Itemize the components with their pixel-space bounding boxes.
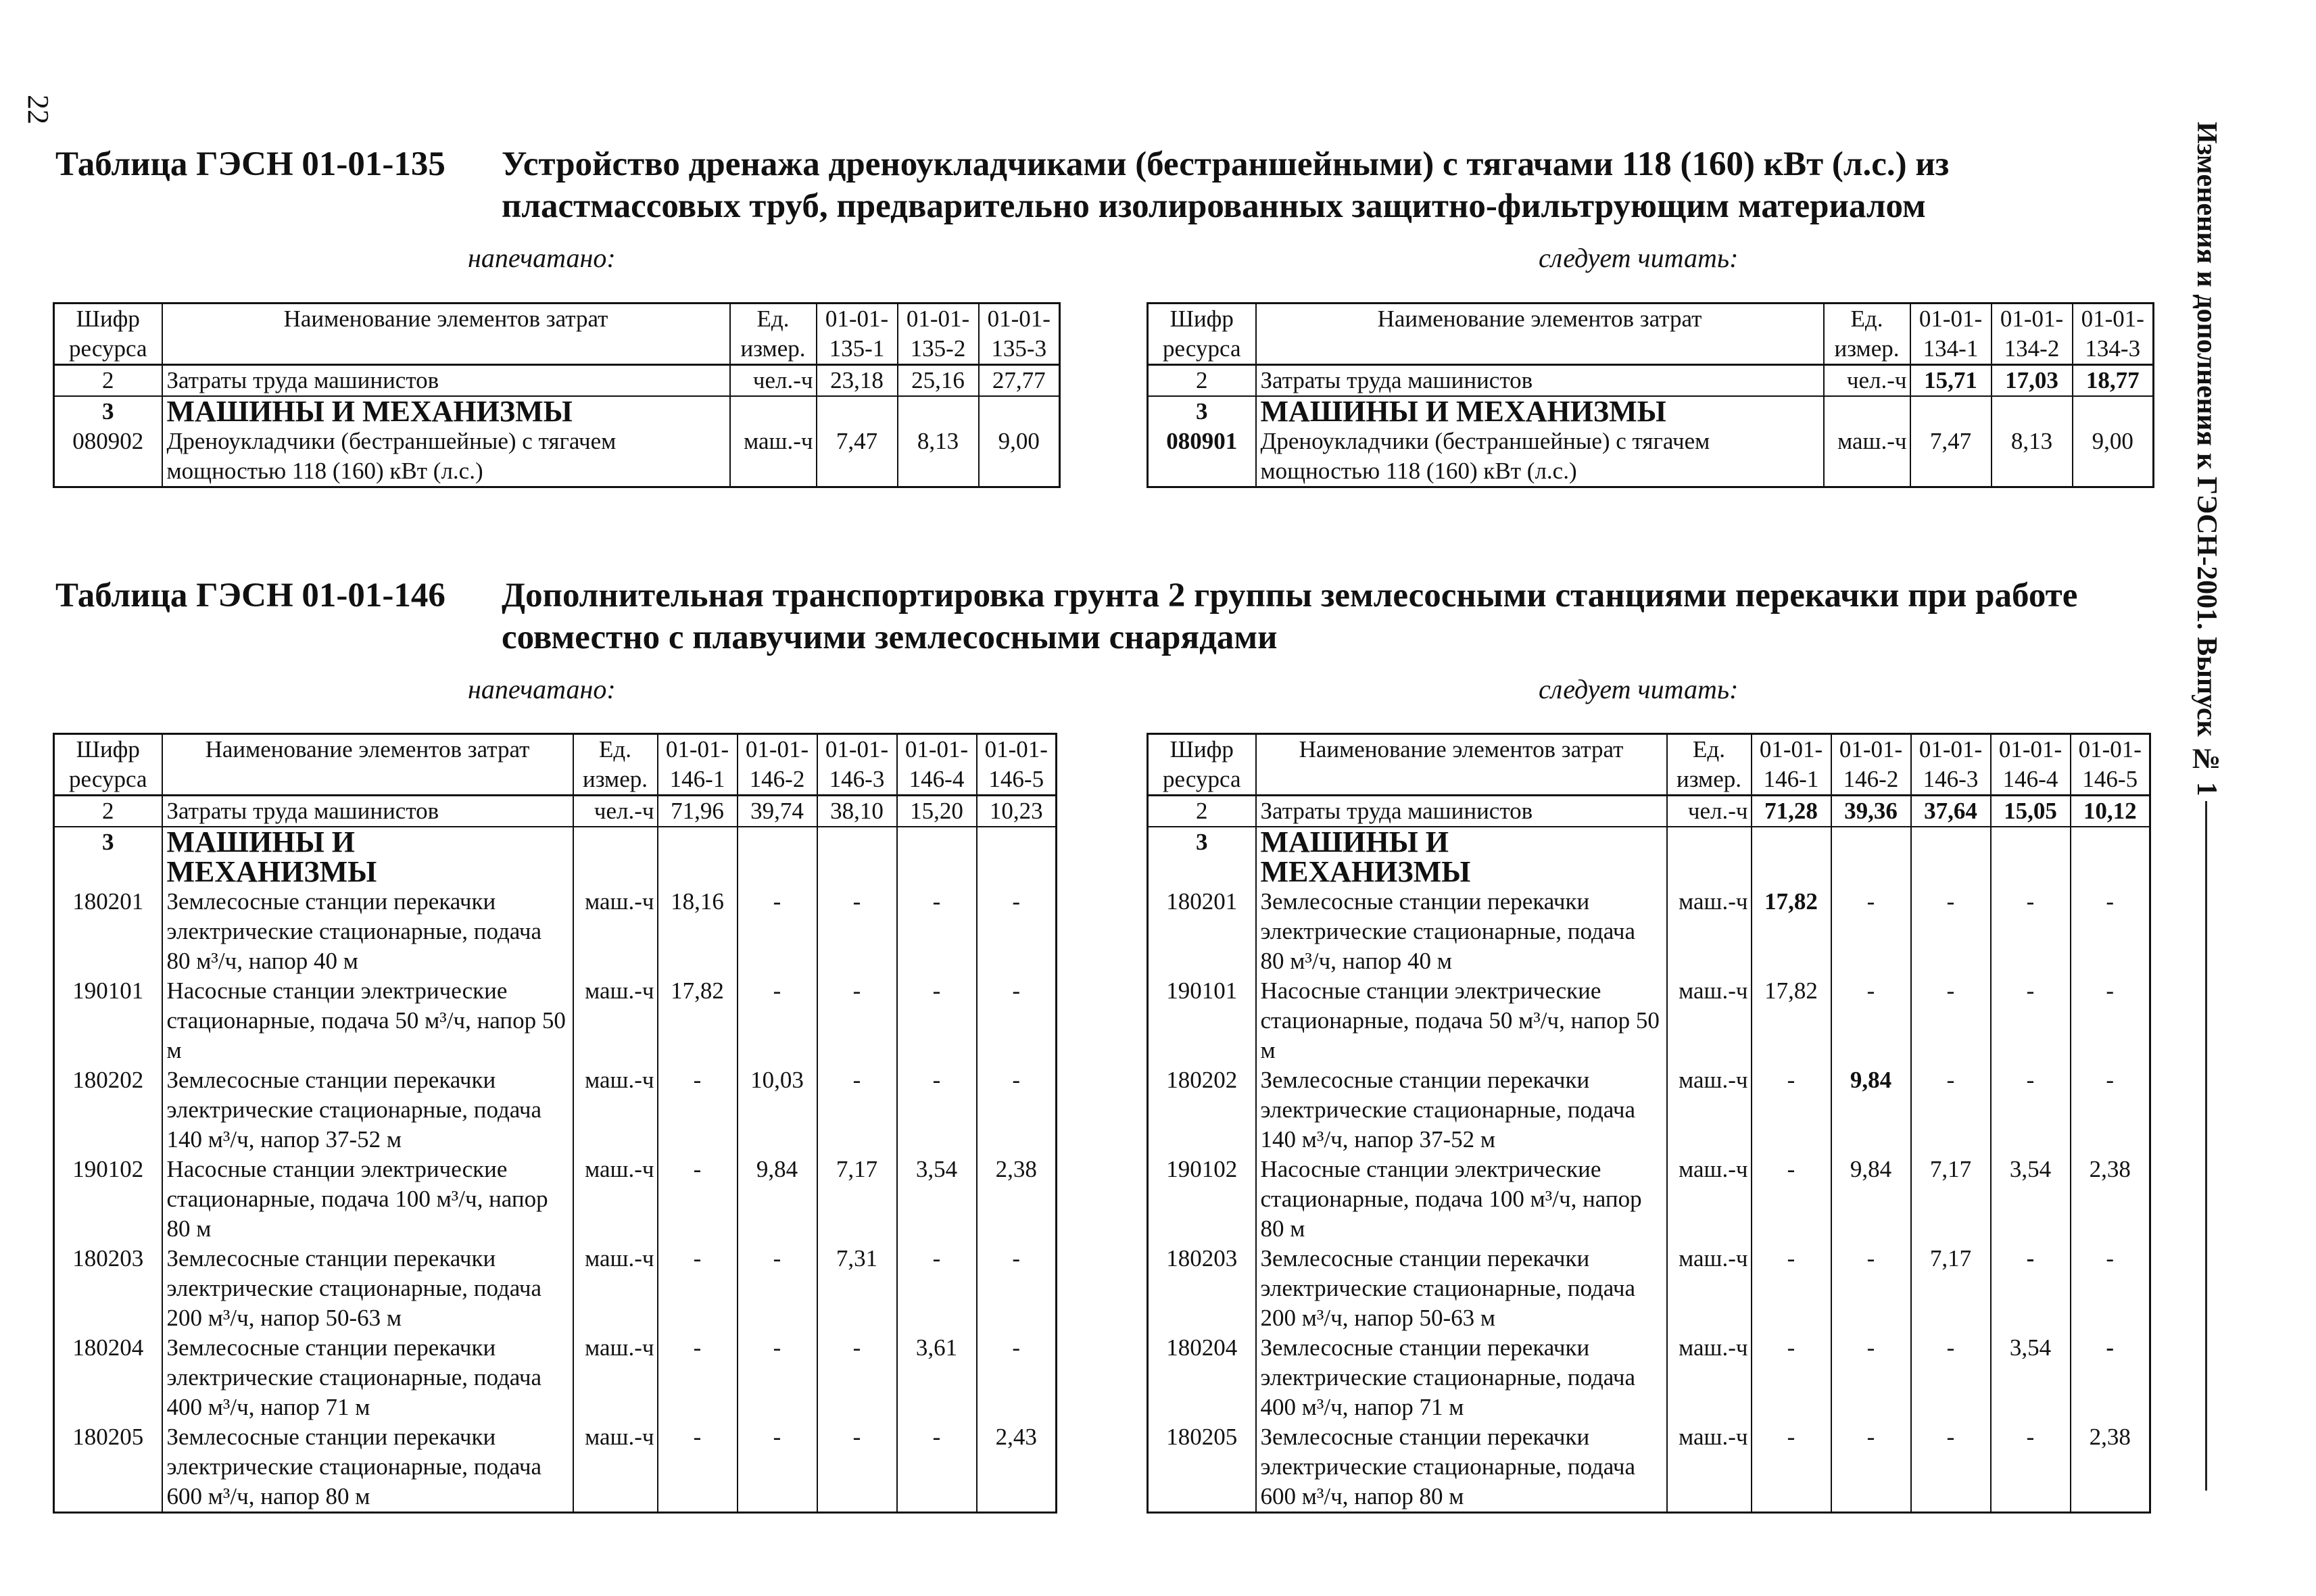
resource-value: 7,31 [817, 1244, 897, 1333]
table-135-title: Устройство дренажа дреноукладчиками (бестраншейными) с тягачами 118 (160) кВт (л.с.) из пластмассовых труб, предварительно изолированных защитно-фильтрующим материалом [502, 145, 1950, 225]
resource-code: 180204 [54, 1333, 162, 1422]
row-value: 10,12 [2071, 796, 2150, 827]
row-name: Затраты труда машинистов [162, 796, 573, 827]
resource-unit: маш.-ч [573, 1333, 658, 1422]
empty-cell [817, 396, 898, 427]
resource-value: - [1831, 976, 1911, 1065]
resource-unit: маш.-ч [573, 976, 658, 1065]
resource-code: 190101 [54, 976, 162, 1065]
resource-value: - [1911, 887, 1991, 976]
row-value: 23,18 [817, 365, 898, 397]
resource-value: 2,38 [977, 1155, 1057, 1244]
header-norm-code: 01-01-146-5 [977, 734, 1057, 796]
empty-cell [1752, 827, 1831, 887]
resource-name: Землесосные станции перекачки электрические стационарные, подача 400 м³/ч, напор 71 м [1256, 1333, 1667, 1422]
empty-cell [1824, 396, 1910, 427]
resource-value: 2,38 [2071, 1155, 2150, 1244]
resource-value: 9,00 [979, 427, 1060, 487]
resource-name: Землесосные станции перекачки электрические стационарные, подача 200 м³/ч, напор 50-63 м [162, 1244, 573, 1333]
resource-name: Насосные станции электрические стационарные, подача 100 м³/ч, напор 80 м [1256, 1155, 1667, 1244]
table-146-printed-label: напечатано: [468, 674, 616, 704]
resource-unit: маш.-ч [1667, 1333, 1752, 1422]
resource-code: 190101 [1148, 976, 1256, 1065]
resource-value: - [1831, 1333, 1911, 1422]
header-norm-code: 01-01-146-5 [2071, 734, 2150, 796]
resource-value: - [817, 887, 897, 976]
resource-value: 2,43 [977, 1422, 1057, 1513]
section-code: 3 [1148, 396, 1256, 427]
resource-code: 180203 [1148, 1244, 1256, 1333]
row-value: 15,20 [897, 796, 977, 827]
table-row [1148, 427, 2154, 487]
resource-value: - [817, 1333, 897, 1422]
empty-cell [1831, 827, 1911, 887]
row-value: 71,28 [1752, 796, 1831, 827]
header-norm-code: 01-01-134-2 [1992, 304, 2073, 365]
resource-unit: маш.-ч [573, 1244, 658, 1333]
row-value: 27,77 [979, 365, 1060, 397]
row-unit: чел.-ч [573, 796, 658, 827]
resource-name: Землесосные станции перекачки электрические стационарные, подача 600 м³/ч, напор 80 м [1256, 1422, 1667, 1513]
section-code: 3 [1148, 827, 1256, 887]
resource-value: 9,00 [2073, 427, 2154, 487]
table-row [1148, 887, 2150, 976]
resource-value: - [1831, 1244, 1911, 1333]
row-name: Затраты труда машинистов [162, 365, 730, 397]
resource-code: 180205 [1148, 1422, 1256, 1513]
table-135-printed-label: напечатано: [468, 243, 616, 273]
resource-value: - [1991, 887, 2071, 976]
resource-unit: маш.-ч [1667, 1244, 1752, 1333]
resource-name: Землесосные станции перекачки электрические стационарные, подача 80 м³/ч, напор 40 м [162, 887, 573, 976]
resource-code: 180204 [1148, 1333, 1256, 1422]
row-value: 15,05 [1991, 796, 2071, 827]
empty-cell [977, 827, 1057, 887]
resource-unit: маш.-ч [573, 1422, 658, 1513]
resource-value: - [817, 976, 897, 1065]
header-norm-code: 01-01-135-3 [979, 304, 1060, 365]
table-135-correct [1147, 302, 2154, 488]
resource-value: - [1911, 1065, 1991, 1155]
section-title: МАШИНЫ И МЕХАНИЗМЫ [1256, 827, 1667, 887]
row-code: 2 [1148, 796, 1256, 827]
resource-value: 10,03 [738, 1065, 817, 1155]
resource-value: - [738, 1244, 817, 1333]
table-146-correct [1147, 733, 2151, 1514]
header-norm-code: 01-01-146-4 [897, 734, 977, 796]
resource-value: 7,17 [817, 1155, 897, 1244]
resource-unit: маш.-ч [573, 1155, 658, 1244]
resource-value: 7,47 [817, 427, 898, 487]
row-unit: чел.-ч [730, 365, 817, 397]
table-row [1148, 1333, 2150, 1422]
header-unit: Ед. измер. [1667, 734, 1752, 796]
resource-value: - [658, 1244, 738, 1333]
row-value: 15,71 [1910, 365, 1992, 397]
resource-value: - [658, 1333, 738, 1422]
resource-value: 18,16 [658, 887, 738, 976]
resource-value: - [817, 1422, 897, 1513]
empty-cell [2073, 396, 2154, 427]
resource-code: 180202 [54, 1065, 162, 1155]
header-norm-code: 01-01-146-2 [1831, 734, 1911, 796]
resource-value: 3,54 [897, 1155, 977, 1244]
running-header-rule [2205, 801, 2207, 1491]
header-norm-code: 01-01-146-3 [817, 734, 897, 796]
resource-value: 3,61 [897, 1333, 977, 1422]
row-value: 39,74 [738, 796, 817, 827]
resource-value: 9,84 [1831, 1065, 1911, 1155]
header-name: Наименование элементов затрат [1256, 304, 1824, 365]
resource-value: - [1752, 1065, 1831, 1155]
header-code: Шифр ресурса [1148, 734, 1256, 796]
resource-value: - [738, 1333, 817, 1422]
resource-value: - [2071, 1065, 2150, 1155]
table-135-code: Таблица ГЭСН 01-01-135 [55, 145, 445, 183]
header-norm-code: 01-01-146-1 [658, 734, 738, 796]
resource-value: 9,84 [738, 1155, 817, 1244]
header-name: Наименование элементов затрат [162, 734, 573, 796]
resource-name: Насосные станции электрические стационарные, подача 50 м³/ч, напор 50 м [162, 976, 573, 1065]
resource-unit: маш.-ч [730, 427, 817, 487]
row-value: 71,96 [658, 796, 738, 827]
header-code: Шифр ресурса [1148, 304, 1256, 365]
resource-name: Дреноукладчики (бестраншейные) с тягачем мощностью 118 (160) кВт (л.с.) [162, 427, 730, 487]
resource-value: - [2071, 887, 2150, 976]
header-unit: Ед. измер. [730, 304, 817, 365]
resource-value: - [658, 1155, 738, 1244]
resource-code: 080901 [1148, 427, 1256, 487]
resource-value: - [1752, 1422, 1831, 1513]
empty-cell [817, 827, 897, 887]
resource-value: - [2071, 976, 2150, 1065]
table-135-read-label: следует читать: [1539, 243, 1739, 273]
resource-name: Землесосные станции перекачки электрические стационарные, подача 600 м³/ч, напор 80 м [162, 1422, 573, 1513]
resource-code: 080902 [54, 427, 162, 487]
resource-value: - [658, 1065, 738, 1155]
header-unit: Ед. измер. [1824, 304, 1910, 365]
resource-name: Дреноукладчики (бестраншейные) с тягачем мощностью 118 (160) кВт (л.с.) [1256, 427, 1824, 487]
row-value: 17,03 [1992, 365, 2073, 397]
empty-cell [898, 396, 979, 427]
row-name: Затраты труда машинистов [1256, 365, 1824, 397]
empty-cell [1992, 396, 2073, 427]
empty-cell [730, 396, 817, 427]
resource-value: - [977, 887, 1057, 976]
resource-value: 17,82 [1752, 976, 1831, 1065]
table-146-title: Дополнительная транспортировка грунта 2 группы землесосными станциями перекачки при работе совместно с плавучими землесосными снарядами [502, 577, 2078, 656]
resource-code: 180205 [54, 1422, 162, 1513]
resource-value: - [897, 1065, 977, 1155]
resource-value: - [1991, 976, 2071, 1065]
resource-value: 8,13 [898, 427, 979, 487]
row-code: 2 [1148, 365, 1256, 397]
row-value: 39,36 [1831, 796, 1911, 827]
resource-code: 180202 [1148, 1065, 1256, 1155]
resource-unit: маш.-ч [1667, 1065, 1752, 1155]
resource-value: - [977, 1333, 1057, 1422]
resource-name: Землесосные станции перекачки электрические стационарные, подача 200 м³/ч, напор 50-63 м [1256, 1244, 1667, 1333]
table-row [54, 1244, 1057, 1333]
table-row [54, 976, 1057, 1065]
empty-cell [2071, 827, 2150, 887]
resource-name: Землесосные станции перекачки электрические стационарные, подача 400 м³/ч, напор 71 м [162, 1333, 573, 1422]
resource-unit: маш.-ч [573, 1065, 658, 1155]
header-code: Шифр ресурса [54, 304, 162, 365]
table-146-read-label: следует читать: [1539, 674, 1739, 704]
resource-value: - [1752, 1155, 1831, 1244]
resource-value: - [2071, 1333, 2150, 1422]
resource-value: - [1831, 1422, 1911, 1513]
header-norm-code: 01-01-135-2 [898, 304, 979, 365]
resource-value: - [1991, 1422, 2071, 1513]
resource-value: - [897, 976, 977, 1065]
resource-name: Землесосные станции перекачки электрические стационарные, подача 80 м³/ч, напор 40 м [1256, 887, 1667, 976]
table-row [1148, 1422, 2150, 1513]
resource-value: - [1911, 976, 1991, 1065]
resource-value: - [2071, 1244, 2150, 1333]
resource-value: - [817, 1065, 897, 1155]
header-norm-code: 01-01-146-3 [1911, 734, 1991, 796]
table-135-printed [53, 302, 1061, 488]
empty-cell [1667, 827, 1752, 887]
table-row [54, 427, 1060, 487]
resource-value: - [738, 887, 817, 976]
resource-value: 17,82 [658, 976, 738, 1065]
resource-value: 2,38 [2071, 1422, 2150, 1513]
row-unit: чел.-ч [1667, 796, 1752, 827]
resource-value: - [897, 1422, 977, 1513]
resource-value: - [658, 1422, 738, 1513]
empty-cell [658, 827, 738, 887]
resource-value: - [1911, 1422, 1991, 1513]
resource-value: - [1991, 1244, 2071, 1333]
resource-value: - [1991, 1065, 2071, 1155]
header-name: Наименование элементов затрат [162, 304, 730, 365]
row-value: 25,16 [898, 365, 979, 397]
resource-value: - [897, 1244, 977, 1333]
resource-value: - [1911, 1333, 1991, 1422]
row-value: 37,64 [1911, 796, 1991, 827]
header-norm-code: 01-01-146-4 [1991, 734, 2071, 796]
empty-cell [1910, 396, 1992, 427]
resource-value: 7,17 [1911, 1244, 1991, 1333]
table-146-printed [53, 733, 1057, 1514]
row-value: 10,23 [977, 796, 1057, 827]
empty-cell [979, 396, 1060, 427]
row-value: 38,10 [817, 796, 897, 827]
resource-value: - [977, 1065, 1057, 1155]
resource-value: 8,13 [1992, 427, 2073, 487]
resource-name: Насосные станции электрические стационарные, подача 50 м³/ч, напор 50 м [1256, 976, 1667, 1065]
resource-unit: маш.-ч [573, 887, 658, 976]
empty-cell [1991, 827, 2071, 887]
section-code: 3 [54, 827, 162, 887]
empty-cell [573, 827, 658, 887]
header-norm-code: 01-01-134-1 [1910, 304, 1992, 365]
resource-value: - [1831, 887, 1911, 976]
header-unit: Ед. измер. [573, 734, 658, 796]
section-code: 3 [54, 396, 162, 427]
resource-unit: маш.-ч [1667, 976, 1752, 1065]
row-unit: чел.-ч [1824, 365, 1910, 397]
resource-value: - [977, 976, 1057, 1065]
resource-value: 7,17 [1911, 1155, 1991, 1244]
resource-unit: маш.-ч [1667, 1155, 1752, 1244]
resource-value: - [1752, 1333, 1831, 1422]
row-code: 2 [54, 796, 162, 827]
resource-value: 9,84 [1831, 1155, 1911, 1244]
empty-cell [738, 827, 817, 887]
section-title: МАШИНЫ И МЕХАНИЗМЫ [162, 827, 573, 887]
resource-value: 17,82 [1752, 887, 1831, 976]
header-norm-code: 01-01-146-1 [1752, 734, 1831, 796]
resource-code: 180203 [54, 1244, 162, 1333]
empty-cell [897, 827, 977, 887]
table-row [1148, 1155, 2150, 1244]
page-number: 22 [22, 95, 55, 124]
resource-value: 7,47 [1910, 427, 1992, 487]
resource-value: - [1752, 1244, 1831, 1333]
resource-code: 180201 [54, 887, 162, 976]
table-146-code: Таблица ГЭСН 01-01-146 [55, 577, 445, 614]
resource-name: Насосные станции электрические стационарные, подача 100 м³/ч, напор 80 м [162, 1155, 573, 1244]
resource-value: - [897, 887, 977, 976]
table-row [54, 1422, 1057, 1513]
header-norm-code: 01-01-135-1 [817, 304, 898, 365]
table-row [54, 1065, 1057, 1155]
running-header: Изменения и дополнения к ГЭСН-2001. Выпуск № 1 [2191, 122, 2222, 796]
header-norm-code: 01-01-146-2 [738, 734, 817, 796]
resource-code: 180201 [1148, 887, 1256, 976]
header-norm-code: 01-01-134-3 [2073, 304, 2154, 365]
empty-cell [1911, 827, 1991, 887]
table-row [54, 887, 1057, 976]
section-title: МАШИНЫ И МЕХАНИЗМЫ [1256, 396, 1824, 427]
table-row [54, 1333, 1057, 1422]
resource-unit: маш.-ч [1667, 1422, 1752, 1513]
table-row [54, 1155, 1057, 1244]
row-name: Затраты труда машинистов [1256, 796, 1667, 827]
table-row [1148, 1065, 2150, 1155]
resource-value: 3,54 [1991, 1155, 2071, 1244]
resource-unit: маш.-ч [1667, 887, 1752, 976]
resource-name: Землесосные станции перекачки электрические стационарные, подача 140 м³/ч, напор 37-52 м [162, 1065, 573, 1155]
table-row [1148, 976, 2150, 1065]
resource-value: - [738, 1422, 817, 1513]
row-value: 18,77 [2073, 365, 2154, 397]
row-code: 2 [54, 365, 162, 397]
resource-unit: маш.-ч [1824, 427, 1910, 487]
table-row [1148, 1244, 2150, 1333]
resource-code: 190102 [54, 1155, 162, 1244]
resource-value: - [977, 1244, 1057, 1333]
header-name: Наименование элементов затрат [1256, 734, 1667, 796]
resource-code: 190102 [1148, 1155, 1256, 1244]
resource-value: - [738, 976, 817, 1065]
resource-value: 3,54 [1991, 1333, 2071, 1422]
header-code: Шифр ресурса [54, 734, 162, 796]
resource-name: Землесосные станции перекачки электрические стационарные, подача 140 м³/ч, напор 37-52 м [1256, 1065, 1667, 1155]
section-title: МАШИНЫ И МЕХАНИЗМЫ [162, 396, 730, 427]
